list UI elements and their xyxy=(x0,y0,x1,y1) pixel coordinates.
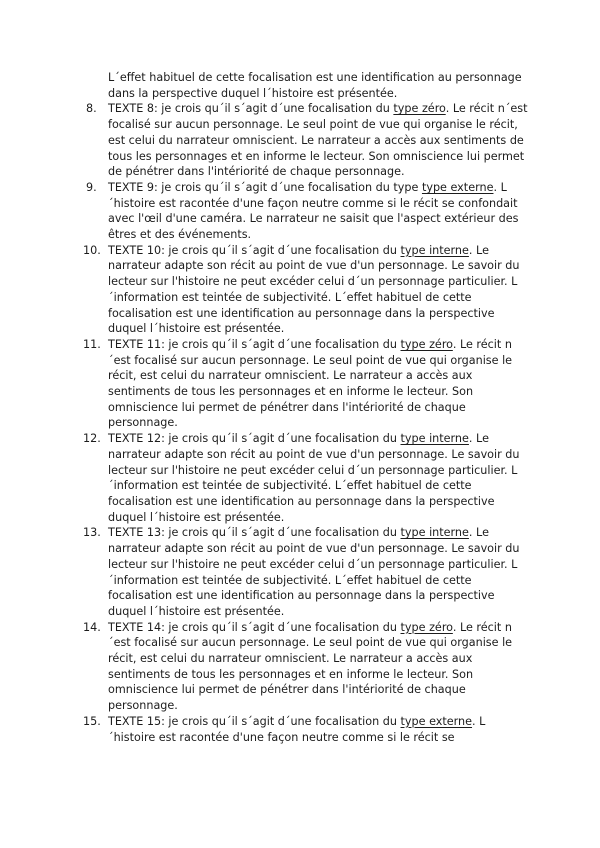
item-text-rest: . Le récit n´est focalisé sur aucun personnage. Le seul point de vue qui organise le récit, est celui du narrateur omniscient. Le narrateur a accès aux sentiments de tous les personnages et en informe le lecteur. Son omniscience lui permet de pénétrer dans l'intériorité de chaque personnage. xyxy=(108,337,513,430)
item-number: 9. xyxy=(86,180,97,194)
item-number: 10. xyxy=(83,243,101,257)
focalisation-type: type interne xyxy=(400,243,469,257)
list-item xyxy=(86,101,528,180)
item-text-rest: . L´histoire est racontée d'une façon neutre comme si le récit se xyxy=(108,714,486,744)
item-number: 14. xyxy=(83,620,101,634)
item-text-start: TEXTE 9: je crois qu´il s´agit d´une focalisation du type xyxy=(108,180,422,194)
item-number: 15. xyxy=(83,714,101,728)
item-text-start: TEXTE 11: je crois qu´il s´agit d´une focalisation du xyxy=(108,337,401,351)
item-text-start: TEXTE 14: je crois qu´il s´agit d´une focalisation du xyxy=(108,620,401,634)
focalisation-type: type interne xyxy=(400,432,469,446)
list-item xyxy=(83,620,528,714)
list-item xyxy=(83,431,528,525)
focalisation-type: type interne xyxy=(400,526,469,540)
item-text-start: TEXTE 10: je crois qu´il s´agit d´une focalisation du xyxy=(108,243,401,257)
item-text-start: TEXTE 8: je crois qu´il s´agit d´une focalisation du xyxy=(108,102,394,116)
item-text-rest: . Le narrateur adapte son récit au point de vue d'un personnage. Le savoir du lecteur sur l'histoire ne peut excéder celui d´un personnage particulier. L´information est teintée de subjectivité. L´effet habituel de cette focalisation est une identification au personnage dans la perspective duquel l´histoire est présentée. xyxy=(108,243,520,336)
item-number: 12. xyxy=(83,432,101,446)
list-item xyxy=(83,714,528,745)
item-text-rest: . Le narrateur adapte son récit au point de vue d'un personnage. Le savoir du lecteur sur l'histoire ne peut excéder celui d´un personnage particulier. L´information est teintée de subjectivité. L´effet habituel de cette focalisation est une identification au personnage dans la perspective duquel l´histoire est présentée. xyxy=(108,526,520,618)
focalisation-type: type zéro xyxy=(400,337,453,351)
focalisation-type: type externe xyxy=(421,180,494,194)
continuation-paragraph: L´effet habituel de cette focalisation est une identification au personnage dans la perspective duquel l´histoire est présentée. xyxy=(108,71,522,100)
item-text-start: TEXTE 15: je crois qu´il s´agit d´une focalisation du xyxy=(108,714,401,728)
answer-list xyxy=(83,70,528,745)
list-item xyxy=(83,243,528,337)
item-text-start: TEXTE 12: je crois qu´il s´agit d´une focalisation du xyxy=(108,432,401,446)
item-text-start: TEXTE 13: je crois qu´il s´agit d´une focalisation du xyxy=(108,526,401,540)
list-item xyxy=(83,525,528,619)
item-text-rest: . Le narrateur adapte son récit au point de vue d'un personnage. Le savoir du lecteur sur l'histoire ne peut excéder celui d´un personnage particulier. L´information est teintée de subjectivité. L´effet habituel de cette focalisation est une identification au personnage dans la perspective duquel l´histoire est présentée. xyxy=(108,432,520,524)
list-item xyxy=(83,337,528,431)
item-number: 13. xyxy=(83,526,101,540)
item-text-rest: . L´histoire est racontée d'une façon neutre comme si le récit se confondait avec l'œil d'une caméra. Le narrateur ne saisit que l'aspect extérieur des êtres et des événements. xyxy=(108,180,519,242)
focalisation-type: type zéro xyxy=(393,102,446,116)
item-number: 8. xyxy=(86,102,97,116)
list-item xyxy=(86,180,528,243)
item-text-rest: . Le récit n´est focalisé sur aucun personnage. Le seul point de vue qui organise le récit, est celui du narrateur omniscient. Le narrateur a accès aux sentiments de tous les personnages et en informe le lecteur. Son omniscience lui permet de pénétrer dans l'intériorité de chaque personnage. xyxy=(108,102,528,179)
item-text-rest: . Le récit n´est focalisé sur aucun personnage. Le seul point de vue qui organise le récit, est celui du narrateur omniscient. Le narrateur a accès aux sentiments de tous les personnages et en informe le lecteur. Son omniscience lui permet de pénétrer dans l'intériorité de chaque personnage. xyxy=(108,620,513,713)
focalisation-type: type externe xyxy=(400,714,473,728)
focalisation-type: type zéro xyxy=(400,620,453,634)
item-number: 11. xyxy=(83,337,101,351)
